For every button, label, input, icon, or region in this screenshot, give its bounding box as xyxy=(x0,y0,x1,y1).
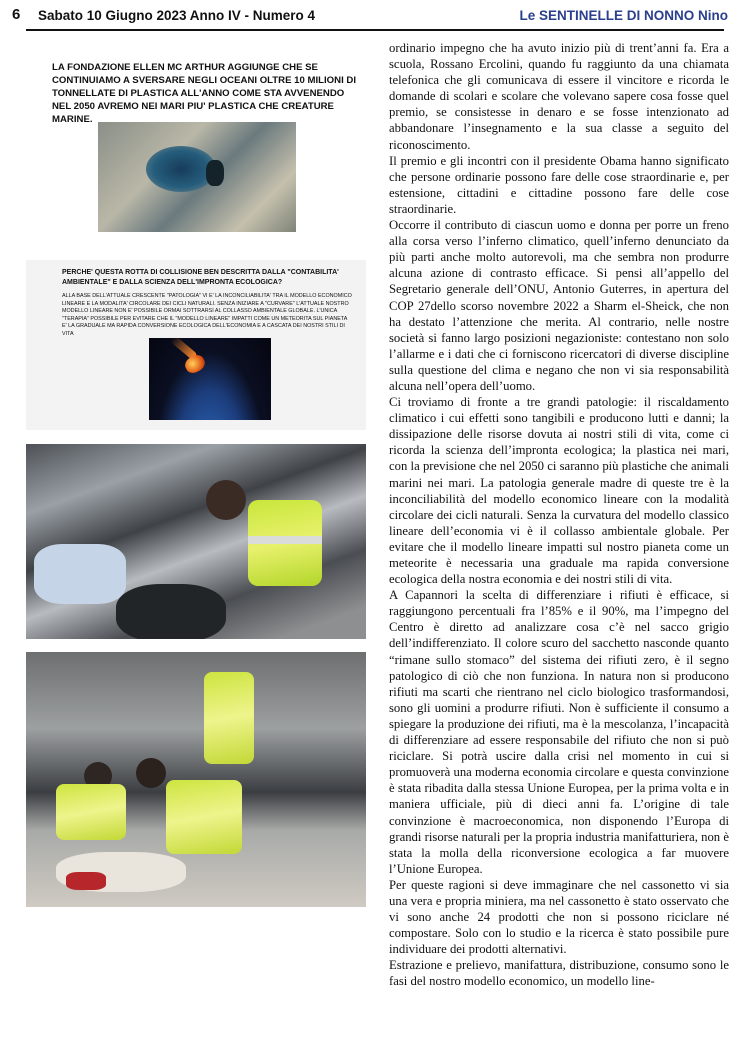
blue-bag-shape xyxy=(34,544,126,604)
newspaper-title: Le SENTINELLE DI NONNO Nino xyxy=(519,8,728,23)
article-paragraph: ordinario impegno che ha avuto inizio più di trent’anni fa. Era a scuola, Rossano Ercolini, quando fu raggiunto da una chiamata telefonica che gli comunicava di essere il vincitore e ricorda le domande di scolari e scolare che volevano sapere cosa fosse quel premio, se consistesse in denaro e se fosse intenzionato ad abbandonare l’insegnamento e la sua classe a seguito del riconoscimento. xyxy=(389,41,729,152)
waste-bags-photo xyxy=(26,444,366,639)
article-paragraph: Estrazione e prelievo, manifattura, distribuzione, consumo sono le fasi del nostro modello economico, un modello line- xyxy=(389,958,729,989)
diver-shape xyxy=(206,160,224,186)
article-paragraph: Occorre il contributo di ciascun uomo e donna per porre un freno alla corsa verso l’inferno climatico, quell’inferno denunciato da più parti anche molto autorevoli, ma che sembra non produrre alcuna azione di contrasto efficace. Si pensi all’appello del Segretario generale dell’ONU, Antonio Guterres, in apertura del COP 27dello scorso novembre 2022 a Sharm el-Sheick, che non ha destato l’attenzione che merita. Al contrario, nelle nostre società si fanno largo posizioni negazioniste: contestano non solo l’allarme e i dati che ci forniscono ricercatori di diverse discipline sulla questione del clima e negano che non vi sia responsabilità alcuna nell’opera dell’uomo. xyxy=(389,218,729,393)
article-body xyxy=(389,40,729,990)
ocean-plastic-headline: LA FONDAZIONE ELLEN MC ARTHUR AGGIUNGE CHE SE CONTINUIAMO A SVERSARE NEGLI OCEANI OLTRE 10 MILIONI DI TONNELLATE DI PLASTICA ALL'ANNO COME STA AVVENENDO NEL 2050 AVREMO NEI MARI PIU' PLASTICA CHE CREATURE MARINE. xyxy=(52,62,356,125)
worker-head-shape xyxy=(136,758,166,788)
issue-line: Sabato 10 Giugno 2023 Anno IV - Numero 4 xyxy=(38,8,316,23)
reflective-stripe-shape xyxy=(248,536,322,544)
article-paragraph: Per queste ragioni si deve immaginare che nel cassonetto vi sia una vera e propria miniera, ma nel cassonetto è stato osservato che vi sono anche 24 prodotti che non si possono riciclare né compostare. Solo con lo studio e la ricerca è stato possibile pure individuare dei prodotti alternativi. xyxy=(389,877,729,957)
article-paragraph: Ci troviamo di fronte a tre grandi patologie: il riscaldamento climatico i cui effetti sono tangibili e producono lutti e danni; la dissipazione delle risorse dovuta ai nostri stili di vita, come ci ricorda la scienza dell’impronta ecologica; la plastica nei mari, con la previsione che nel 2050 ci saranno più plastiche che animali marini nei mari. La patologia generale madre di queste tre è la inconciliabilità del modello economico lineare con la modalità circolare dei cicli naturali. Senza la curvatura del modello classico lineare dell’economia vi è il collasso ambientale globale. Per evitare che il modello lineare impatti sul nostro pianeta come un meteorite è necessaria una graduale ma rapida conversione ecologica della nostra economia e dei nostri stili di vita. xyxy=(389,395,729,587)
worker-head-shape xyxy=(206,480,246,520)
page-header xyxy=(0,0,750,34)
article-paragraph: Il premio e gli incontri con il presidente Obama hanno significato che persone ordinarie possono fare delle cose straordinarie e, per estensione, cittadini e cittadine possono fare delle cose straordinarie. xyxy=(389,153,729,216)
red-item-shape xyxy=(66,872,106,890)
standing-worker-vest-shape xyxy=(204,672,254,764)
dark-bag-shape xyxy=(116,584,226,639)
collision-course-body: ALLA BASE DELL'ATTUALE CRESCENTE "PATOLOGIA" VI E' LA INCONCILIABILITA' TRA IL MODELLO ECONOMICO LINEARE E LA MODALITA' CIRCOLARE DEI CICLI NATURALI. SENZA INIZIARE A "CURVARE" L'ATTUALE NOSTRO MODELLO LINEARE NON E' POSSIBILE ORMAI SOTTRARSI AL COLLASSO AMBIENTALE GLOBALE. L'UNICA "TERAPIA" POSSIBILE PER EVITARE CHE IL "MODELLO LINEARE" IMPATTI COME UN METEORITA SUL PIANETA E' LA GRADUALE MA RAPIDA CONVERSIONE ECOLOGICA DELL'ECONOMIA E A CASCATA DEI NOSTRI STILI DI VITA xyxy=(62,293,352,337)
header-rule xyxy=(26,29,724,31)
waste-sorting-workers-photo xyxy=(26,652,366,907)
page-number: 6 xyxy=(12,6,21,23)
crouching-worker-vest-shape xyxy=(166,780,242,854)
article-paragraph: A Capannori la scelta di differenziare i rifiuti è efficace, si raggiungono percentuali fra l’85% e il 90%, ma l’impegno del Centro è diretto ad analizzare cosa c’è nel sacco grigio dell’indifferenziato. Il colore scuro del sacchetto nasconde quanto “rimane sullo stomaco” del sistema dei rifiuti zero, è il segno patologico di ciò che non funziona. In natura non si producono rifiuti ma scarti che rientrano nel ciclo biologico trasformandosi, sono gli uomini a produrre rifiuti. Non è sufficiente il consumo a spiegare la produzione dei rifiuti, ma è la mescolanza, l’incapacità di differenziare ad essere responsabile del rifiuto che non si può riciclare. Si potrà uscire dalla crisi nel momento in cui si promuoverà una moderna economia circolare e questa convinzione è stata ribadita dalla stessa Unione Europea, per la prima volta e in maniera ufficiale, più di dieci anni fa. L’origine di tale convinzione è macroeconomica, non disponendo l’Europa di grandi risorse naturali per la propria industria manifatturiera, non è stata la molla della riconversione ecologica a far muovere l’Unione Europea. xyxy=(389,588,729,876)
kneeling-worker-vest-shape xyxy=(56,784,126,840)
ocean-plastic-panel xyxy=(26,40,366,244)
collision-course-panel xyxy=(26,260,366,430)
ocean-plastic-photo xyxy=(98,122,296,232)
collision-course-headline: PERCHE' QUESTA ROTTA DI COLLISIONE BEN DESCRITTA DALLA "CONTABILITA' AMBIENTALE" E DALLA SCIENZA DELL'IMPRONTA ECOLOGICA? xyxy=(62,269,339,286)
meteor-earth-image xyxy=(149,338,271,420)
